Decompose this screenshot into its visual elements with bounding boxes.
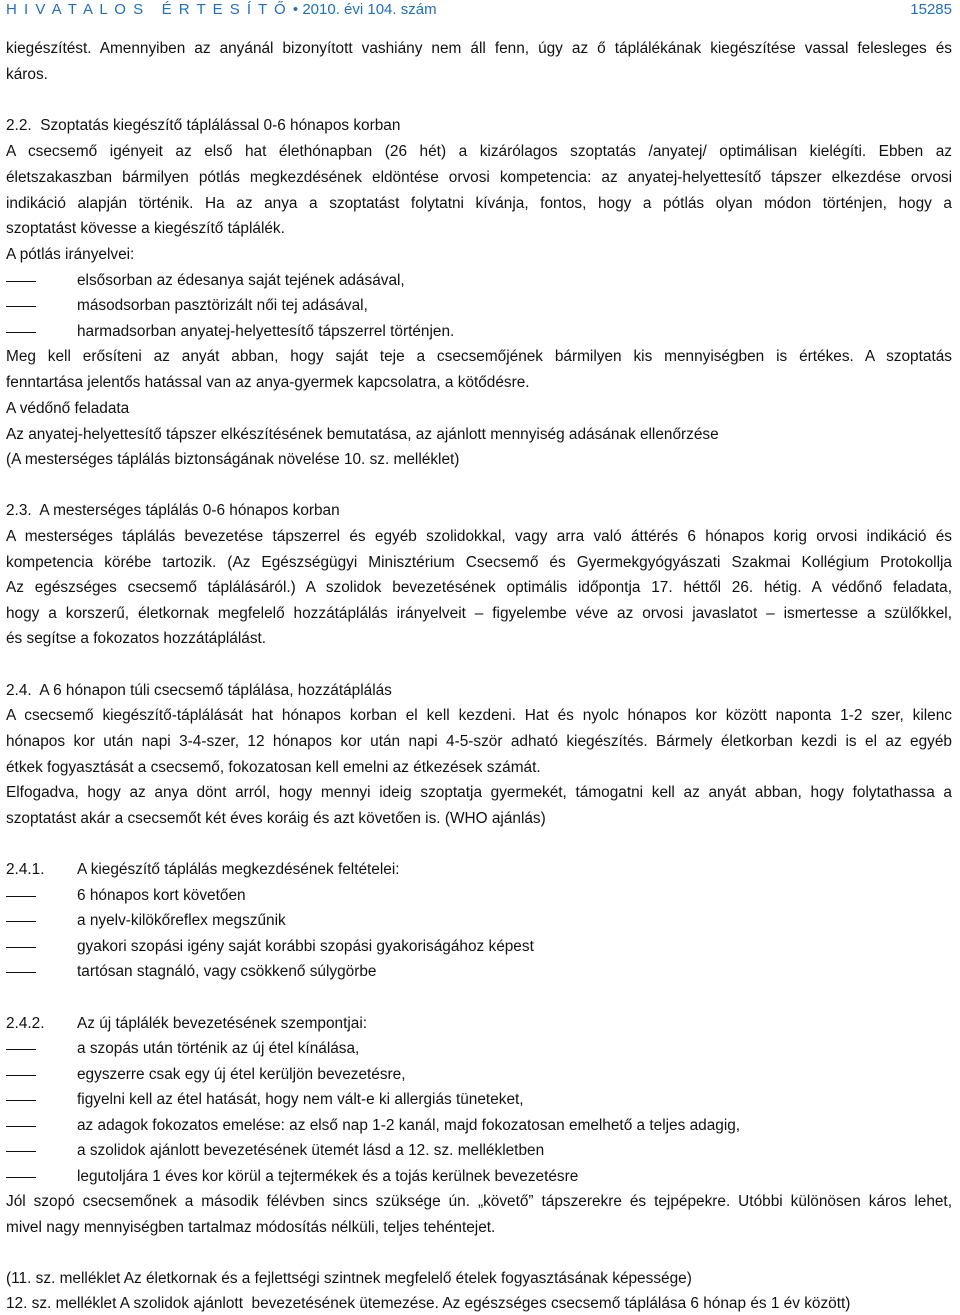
text-line: A csecsemő kiegészítő-táplálását hat hónapos korban el kell kezdeni. Hat és nyolc hónapos kor között naponta 1-2 szer, kilenc [6,707,952,724]
text-line: Jól szopó csecsemőnek a második félévben sincs szüksége ún. „követő” tápszerekre és tejpépekre. Utóbbi különösen káros lehet, [6,1193,952,1210]
text-line: kiegészítést. Amennyiben az anyánál bizonyított vashiány nem áll fenn, úgy az ő táplálékának kiegészítése vassal felesleges és [6,40,952,57]
text-line: Elfogadva, hogy az anya dönt arról, hogy mennyi ideig szoptatja gyermekét, támogatni kell az anyát abban, hogy folytathassa a [6,784,952,801]
text-line: Meg kell erősíteni az anyát abban, hogy saját teje a csecsemőjének bármilyen kis mennyiségben is értékes. A szoptatás [6,348,952,365]
text-line: fenntartása jelentős hatással van az anya-gyermek kapcsolatra, a kötődésre. [6,374,530,391]
subsection-title: A kiegészítő táplálás megkezdésének feltételei: [77,861,400,878]
section-heading: 2.2. Szoptatás kiegészítő táplálással 0-6 hónapos korban [6,117,401,134]
text-line: életszakaszban bármilyen pótlás megkezdésének eldöntése orvosi kompetencia: az anyatej-helyettesítő tápszer elkezdése orvosi [6,169,952,186]
list-item: harmadsorban anyatej-helyettesítő tápszerrel történjen. [6,322,952,342]
list-item: egyszerre csak egy új étel kerüljön bevezetésre, [6,1065,952,1085]
annex-reference: 12. sz. melléklet A szolidok ajánlott bevezetésének ütemezése. Az egészséges csecsemő táplálása 6 hónap és 1 év között) [6,1295,851,1312]
text-line: hónapos kor után napi 3-4-szer, 12 hónapos kor után napi 4-5-ször adható kiegészítés. Bármely életkorban kezdi is el az egyéb [6,733,952,750]
list-item: tartósan stagnáló, vagy csökkenő súlygörbe [6,962,952,982]
list-item: 6 hónapos kort követően [6,886,952,906]
text-line: A mesterséges táplálás bevezetése tápszerrel és egyéb szolidokkal, vagy arra való áttérés 6 hónapos korig orvosi indikáció és [6,528,952,545]
subsection-title: Az új táplálék bevezetésének szempontjai: [77,1015,368,1032]
text-line: A pótlás irányelvei: [6,246,135,263]
text-line: káros. [6,66,48,83]
list-item: a nyelv-kilökőreflex megszűnik [6,911,952,931]
text-line: A védőnő feladata [6,400,130,417]
text-line: hogy a korszerű, életkornak megfelelő hozzátáplálás irányelveit – figyelembe véve az orvosi javaslatot – ismertesse a szülőkkel, [6,605,952,622]
list-item: a szopás után történik az új étel kínálása, [6,1039,952,1059]
subsection-number: 2.4.1. [6,861,45,878]
text-line: szoptatást kövesse a kiegészítő táplálék. [6,220,285,237]
text-line: szoptatást akár a csecsemőt két éves koráig és azt követően is. (WHO ajánlás) [6,810,546,827]
journal-title: H I V A T A L O S É R T E S Í T Ő • 2010. évi 104. szám [6,1,437,18]
text-line: Az anyatej-helyettesítő tápszer elkészítésének bemutatása, az ajánlott mennyiség adásának ellenőrzése [6,426,719,443]
text-line: kompetencia körébe tartozik. (Az Egészségügyi Minisztérium Csecsemő és Gyermekgyógyászati Szakmai Kollégium Protokollja [6,554,952,571]
page-header [6,0,952,22]
section-heading: 2.3. A mesterséges táplálás 0-6 hónapos korban [6,502,340,519]
text-line: és segítse a fokozatos hozzátáplálást. [6,630,267,647]
text-line: étkek fogyasztását a csecsemő, fokozatosan kell emelni az étkezések számát. [6,759,541,776]
issue-label: • 2010. évi 104. szám [292,1,437,18]
list-item: másodsorban pasztörizált női tej adásával, [6,296,952,316]
page-number: 15285 [910,1,952,18]
subsection-number: 2.4.2. [6,1015,45,1032]
text-line: (A mesterséges táplálás biztonságának növelése 10. sz. melléklet) [6,451,460,468]
section-heading: 2.4. A 6 hónapon túli csecsemő táplálása, hozzátáplálás [6,682,392,699]
text-line: Az egészséges csecsemő táplálásáról.) A szolidok bevezetésének optimális időpontja 17. héttől 26. hétig. A védőnő feladata, [6,579,952,596]
text-line: mivel nagy mennyiségben tartalmaz módosítás nélküli, teljes tehéntejet. [6,1219,496,1236]
subsection-heading [6,860,952,880]
list-item: gyakori szopási igény saját korábbi szopási gyakoriságához képest [6,937,952,957]
text-line: indikáció alapján történik. Ha az anya a szoptatást folytatni kívánja, fontos, hogy a pótlás olyan módon történjen, hogy a [6,195,952,212]
subsection-heading [6,1014,952,1034]
text-line: A csecsemő igényeit az első hat élethónapban (26 hét) a kizárólagos szoptatás /anyatej/ optimálisan kielégíti. Ebben az [6,143,952,160]
list-item: elsősorban az édesanya saját tejének adásával, [6,271,952,291]
list-item: az adagok fokozatos emelése: az első nap 1-2 kanál, majd fokozatosan emelhető a teljes adagig, [6,1116,952,1136]
list-item: a szolidok ajánlott bevezetésének ütemét lásd a 12. sz. mellékletben [6,1141,952,1161]
list-item: legutoljára 1 éves kor körül a tejtermékek és a tojás kerülnek bevezetésre [6,1167,952,1187]
list-item: figyelni kell az étel hatását, hogy nem vált-e ki allergiás tüneteket, [6,1090,952,1110]
annex-reference: (11. sz. melléklet Az életkornak és a fejlettségi szintnek megfelelő ételek fogyasztásának képessége) [6,1270,692,1287]
